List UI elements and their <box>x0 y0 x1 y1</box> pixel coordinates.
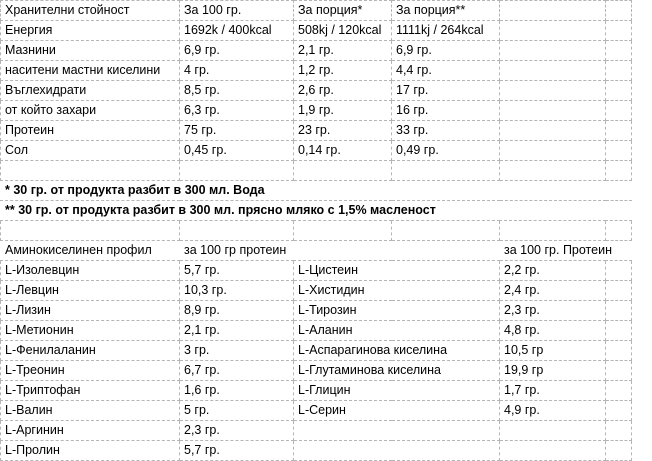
nutrient-name[interactable]: Сол <box>1 141 180 161</box>
empty-cell[interactable] <box>500 101 606 121</box>
nutrient-value-serving-milk[interactable]: 1111kj / 264kcal <box>392 21 500 41</box>
footnote-water[interactable]: * 30 гр. от продукта разбит в 300 мл. Вода <box>1 181 632 201</box>
empty-cell[interactable] <box>180 161 294 181</box>
nutrient-name[interactable]: Въглехидрати <box>1 81 180 101</box>
amino-acid-name[interactable]: L-Валин <box>1 401 180 421</box>
nutrition-row <box>1 101 632 121</box>
amino-acid-value[interactable]: 4,8 гр. <box>500 321 606 341</box>
empty-cell[interactable] <box>606 281 632 301</box>
empty-cell[interactable] <box>500 81 606 101</box>
amino-header-per-100g-right[interactable]: за 100 гр. Протеин <box>500 241 632 261</box>
nutrition-row <box>1 21 632 41</box>
nutrient-value-100g[interactable]: 4 гр. <box>180 61 294 81</box>
amino-row <box>1 361 632 381</box>
amino-acid-name[interactable]: L-Триптофан <box>1 381 180 401</box>
amino-row <box>1 321 632 341</box>
amino-acid-value[interactable]: 2,2 гр. <box>500 261 606 281</box>
amino-acid-name[interactable]: L-Серин <box>294 401 500 421</box>
nutrient-value-100g[interactable]: 0,45 гр. <box>180 141 294 161</box>
empty-cell[interactable] <box>606 221 632 241</box>
nutrient-value-serving-milk[interactable]: 6,9 гр. <box>392 41 500 61</box>
blank-row <box>1 221 632 241</box>
empty-cell[interactable] <box>606 161 632 181</box>
amino-acid-name[interactable]: L-Глицин <box>294 381 500 401</box>
amino-acid-value[interactable]: 10,3 гр. <box>180 281 294 301</box>
empty-cell[interactable] <box>606 361 632 381</box>
empty-cell[interactable] <box>606 261 632 281</box>
nutrition-row <box>1 61 632 81</box>
blank-row <box>1 161 632 181</box>
amino-acid-value[interactable] <box>500 441 606 461</box>
amino-acid-name[interactable]: L-Лизин <box>1 301 180 321</box>
amino-acid-value[interactable]: 4,9 гр. <box>500 401 606 421</box>
amino-row <box>1 441 632 461</box>
empty-cell[interactable] <box>606 81 632 101</box>
empty-cell[interactable] <box>500 121 606 141</box>
empty-cell[interactable] <box>180 221 294 241</box>
amino-acid-value[interactable]: 2,3 гр. <box>180 421 294 441</box>
amino-acid-name[interactable]: L-Треонин <box>1 361 180 381</box>
empty-cell[interactable] <box>500 21 606 41</box>
nutrient-name[interactable]: Енергия <box>1 21 180 41</box>
amino-acid-name[interactable]: L-Аланин <box>294 321 500 341</box>
note-row <box>1 181 632 201</box>
empty-cell[interactable] <box>606 61 632 81</box>
empty-cell[interactable] <box>606 321 632 341</box>
empty-cell[interactable] <box>606 441 632 461</box>
nutrient-value-serving-water[interactable]: 2,1 гр. <box>294 41 392 61</box>
empty-cell[interactable] <box>606 401 632 421</box>
amino-header-row <box>1 241 632 261</box>
empty-cell[interactable] <box>500 61 606 81</box>
empty-cell[interactable] <box>392 161 500 181</box>
nutrient-value-100g[interactable]: 1692k / 400kcal <box>180 21 294 41</box>
amino-acid-value[interactable]: 19,9 гр <box>500 361 606 381</box>
amino-row <box>1 401 632 421</box>
nutrient-value-serving-water[interactable]: 508kj / 120kcal <box>294 21 392 41</box>
amino-acid-value[interactable]: 5 гр. <box>180 401 294 421</box>
amino-acid-name[interactable]: L-Глутаминова киселина <box>294 361 500 381</box>
amino-row <box>1 421 632 441</box>
empty-cell[interactable] <box>294 161 392 181</box>
amino-acid-value[interactable]: 5,7 гр. <box>180 441 294 461</box>
amino-acid-name[interactable]: L-Метионин <box>1 321 180 341</box>
empty-cell[interactable] <box>1 221 180 241</box>
empty-cell[interactable] <box>606 121 632 141</box>
amino-acid-name[interactable]: L-Изолевцин <box>1 261 180 281</box>
nutrient-value-100g[interactable]: 6,3 гр. <box>180 101 294 121</box>
empty-cell[interactable] <box>500 161 606 181</box>
amino-acid-value[interactable]: 8,9 гр. <box>180 301 294 321</box>
amino-acid-value[interactable]: 1,6 гр. <box>180 381 294 401</box>
nutrition-header-label[interactable]: Хранителни стойност <box>1 1 180 21</box>
amino-acid-name[interactable]: L-Тирозин <box>294 301 500 321</box>
nutrition-row <box>1 121 632 141</box>
empty-cell[interactable] <box>500 221 606 241</box>
nutrient-name[interactable]: от който захари <box>1 101 180 121</box>
amino-row <box>1 381 632 401</box>
empty-cell[interactable] <box>606 41 632 61</box>
nutrition-row <box>1 141 632 161</box>
footnote-milk[interactable]: ** 30 гр. от продукта разбит в 300 мл. прясно мляко с 1,5% масленост <box>1 201 632 221</box>
nutrient-value-serving-water[interactable]: 2,6 гр. <box>294 81 392 101</box>
nutrient-name[interactable]: Протеин <box>1 121 180 141</box>
empty-cell[interactable] <box>1 161 180 181</box>
amino-acid-value[interactable]: 2,3 гр. <box>500 301 606 321</box>
nutrition-header-row <box>1 1 632 21</box>
nutrient-value-serving-milk[interactable]: 16 гр. <box>392 101 500 121</box>
nutrient-value-serving-milk[interactable]: 4,4 гр. <box>392 61 500 81</box>
amino-acid-name[interactable] <box>294 421 500 441</box>
amino-row <box>1 301 632 321</box>
empty-cell[interactable] <box>606 141 632 161</box>
amino-acid-value[interactable] <box>500 421 606 441</box>
amino-acid-name[interactable]: L-Цистеин <box>294 261 500 281</box>
amino-acid-value[interactable]: 5,7 гр. <box>180 261 294 281</box>
empty-cell[interactable] <box>500 41 606 61</box>
nutrition-row <box>1 81 632 101</box>
empty-cell[interactable] <box>606 21 632 41</box>
amino-row <box>1 281 632 301</box>
nutrient-value-serving-water[interactable]: 0,14 гр. <box>294 141 392 161</box>
empty-cell[interactable] <box>500 141 606 161</box>
amino-acid-value[interactable]: 6,7 гр. <box>180 361 294 381</box>
nutrition-header-per-serving-milk[interactable]: За порция** <box>392 1 500 21</box>
amino-acid-value[interactable]: 3 гр. <box>180 341 294 361</box>
nutrient-value-serving-milk[interactable]: 33 гр. <box>392 121 500 141</box>
empty-cell[interactable] <box>606 421 632 441</box>
amino-acid-value[interactable]: 2,4 гр. <box>500 281 606 301</box>
nutrition-row <box>1 41 632 61</box>
nutrition-header-per-serving-water[interactable]: За порция* <box>294 1 392 21</box>
nutrient-value-100g[interactable]: 75 гр. <box>180 121 294 141</box>
amino-acid-name[interactable]: L-Аргинин <box>1 421 180 441</box>
nutrient-value-serving-water[interactable]: 23 гр. <box>294 121 392 141</box>
amino-acid-name[interactable]: L-Фенилаланин <box>1 341 180 361</box>
amino-acid-name[interactable] <box>294 441 500 461</box>
amino-header-label[interactable]: Аминокиселинен профил <box>1 241 180 261</box>
amino-row <box>1 341 632 361</box>
empty-cell[interactable] <box>606 301 632 321</box>
empty-cell[interactable] <box>294 221 392 241</box>
nutrient-name[interactable]: наситени мастни киселини <box>1 61 180 81</box>
amino-acid-name[interactable]: L-Аспарагинова киселина <box>294 341 500 361</box>
nutrition-header-per-100g[interactable]: За 100 гр. <box>180 1 294 21</box>
nutrient-value-serving-milk[interactable]: 17 гр. <box>392 81 500 101</box>
nutrient-value-100g[interactable]: 6,9 гр. <box>180 41 294 61</box>
amino-row <box>1 261 632 281</box>
empty-cell[interactable] <box>606 101 632 121</box>
note-row <box>1 201 632 221</box>
empty-cell[interactable] <box>392 221 500 241</box>
amino-acid-value[interactable]: 2,1 гр. <box>180 321 294 341</box>
amino-header-per-100g-left[interactable]: за 100 гр протеин <box>180 241 500 261</box>
nutrient-value-serving-milk[interactable]: 0,49 гр. <box>392 141 500 161</box>
amino-acid-name[interactable]: L-Хистидин <box>294 281 500 301</box>
nutrient-value-serving-water[interactable]: 1,2 гр. <box>294 61 392 81</box>
empty-cell[interactable] <box>606 381 632 401</box>
nutrient-name[interactable]: Мазнини <box>1 41 180 61</box>
empty-cell[interactable] <box>500 1 606 21</box>
amino-acid-value[interactable]: 10,5 гр <box>500 341 606 361</box>
amino-acid-name[interactable]: L-Пролин <box>1 441 180 461</box>
empty-cell[interactable] <box>606 341 632 361</box>
nutrient-value-serving-water[interactable]: 1,9 гр. <box>294 101 392 121</box>
empty-cell[interactable] <box>606 1 632 21</box>
amino-acid-name[interactable]: L-Левцин <box>1 281 180 301</box>
nutrient-value-100g[interactable]: 8,5 гр. <box>180 81 294 101</box>
amino-acid-value[interactable]: 1,7 гр. <box>500 381 606 401</box>
